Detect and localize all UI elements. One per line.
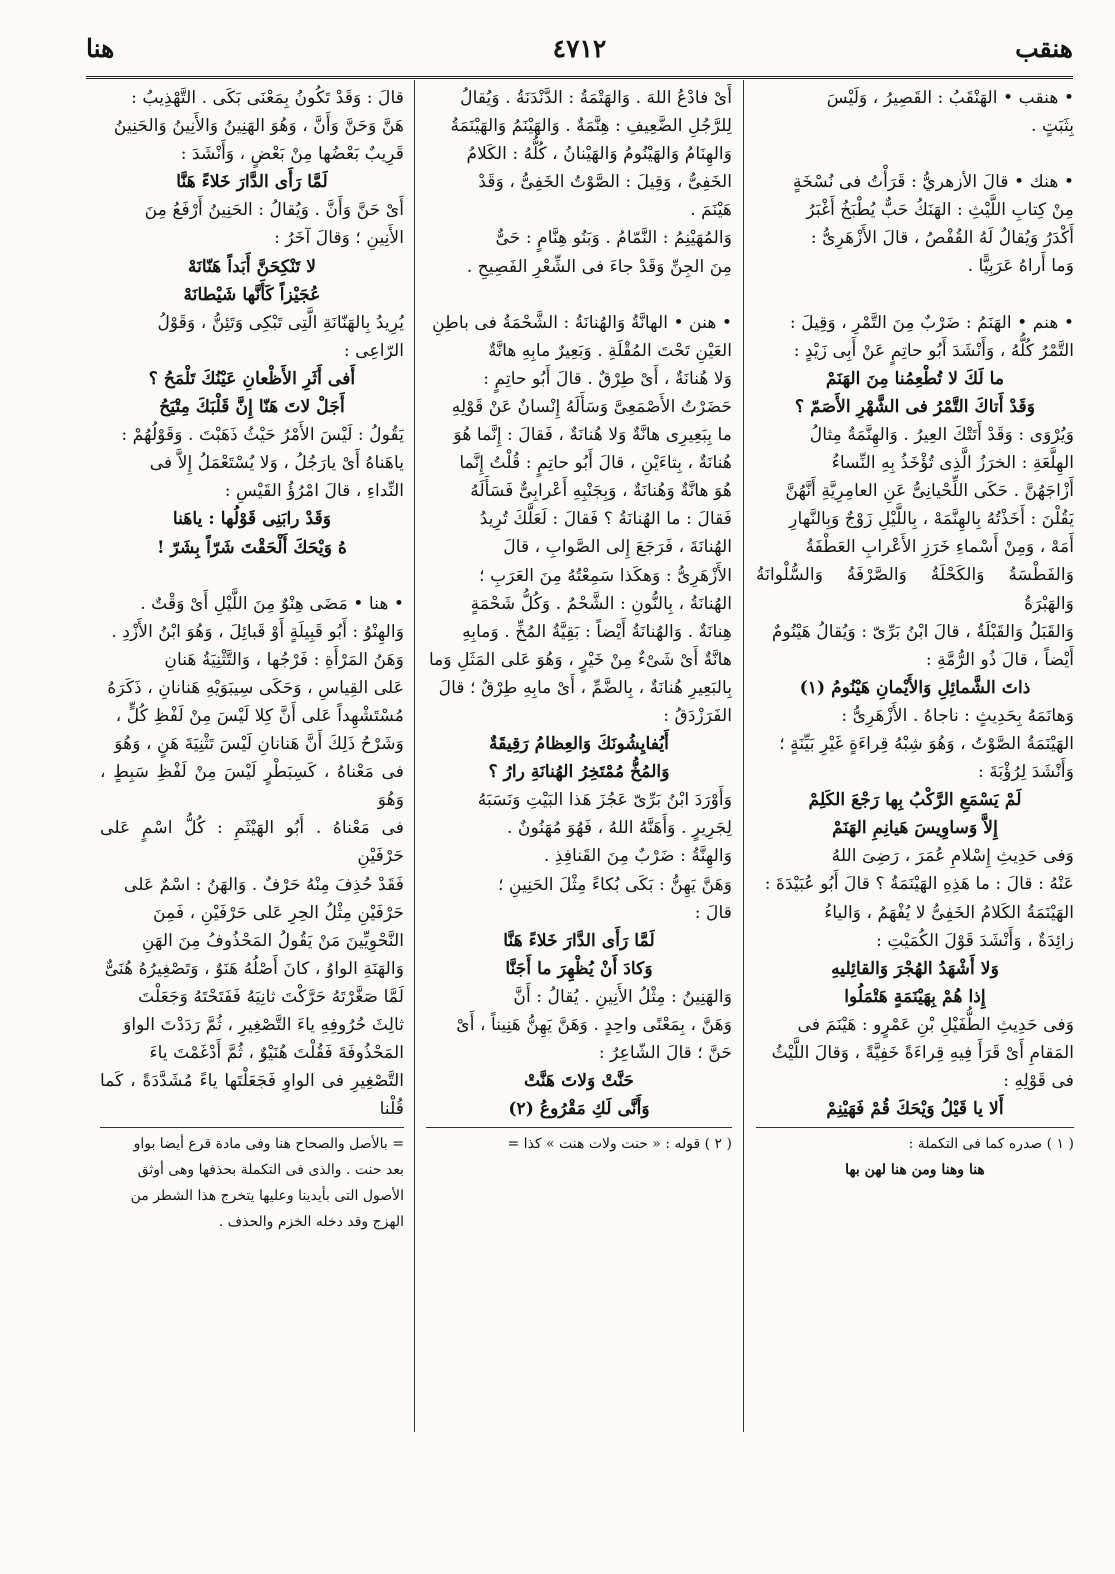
text-line: أَزْاجَهُنَّ . حَكَى اللِّحْيانِىُّ عَنِ العامِرِيَّةِ أَنَّهُنَّ [785, 481, 1074, 502]
text-line: فَقالَ : ما الهُنانَةُ ؟ فَقالَ : لَعَلَّكَ تُرِيدُ [479, 509, 732, 530]
header-right-word: هنقب [1015, 34, 1073, 63]
text-line: وَفى حَدِيثِ الطُّفَيْلِ بْنِ عَمْرٍو : هَيْنَمَ فى [797, 1014, 1074, 1035]
text-line: التَّصْغِيرِ فى الواوِ فَجَعَلْتَها ياءً مُشَدَّدَةً ، كَما قُلْنا [100, 1071, 404, 1120]
verse-line: أَيُفايِشُونَكَ وَالعِظامُ رَقِيقَةٌ [489, 734, 669, 755]
text-line: وَهانَمَهُ بِحَدِيثٍ : ناجاهُ . الأَزْهَرِىُّ : [841, 705, 1074, 726]
text-line: وَالهَنِينُ : مِثْلُ الأَنِينِ . يُقالُ : أَنَّ [513, 986, 732, 1007]
verse-line: لَمَّا رَأَى الدَّارَ خَلاءً هَنَّا [503, 930, 655, 951]
text-line: قَرِيبٌ بَعْضُها مِنْ بَعْضٍ ، وَأَنْشَدَ : [180, 144, 404, 165]
verse-line: وَأَنَّى لَكِ مَقْرُوعُ (٢) [508, 1099, 650, 1120]
text-line: الفَرَزْدَقُ : [663, 705, 732, 726]
column-middle [426, 84, 732, 1424]
page-header [86, 34, 1073, 72]
page-number: ٤٧١٢ [552, 34, 607, 63]
text-line: مِنْ كِتابِ اللَّيْثِ : الهَنَكُ حَبٌّ يُطْبَخُ أَغْبَرُ [806, 200, 1074, 221]
text-line: • هنك • قالَ الأزهريُّ : قَرَأْتُ فى نُسْخَةٍ [793, 172, 1074, 193]
text-line: ما بِبَعِيرِى هانَّةٌ وَلا هُنانَةٌ ، فَقالَ : إِنَّما هُوَ [453, 425, 732, 446]
verse-line: أَفى أَثَرِ الأَظْعانِ عَيْنُكَ تَلْمَحُ ؟ [148, 368, 356, 389]
text-line: فى مَعْناهُ . أَبُو الهَيْثَمِ : كُلُّ اسْمٍ عَلى حَرْفَيْنِ [100, 818, 404, 867]
text-line: وَالهِنَامُ وَالهَيْنُومُ وَالهَيْنانُ ، كُلُّهُ : الكَلامُ [466, 144, 732, 165]
column-divider-right [743, 80, 744, 1432]
text-line: الهَيْنَمَةُ الصَّوْتُ ، وَهُوَ شِبْهُ قِراءَةٍ غَيْرِ بَيِّنَةٍ ؛ [779, 733, 1074, 754]
text-line: • هنم • الهَنَمُ : ضَرْبٌ مِنَ التَّمْرِ ، وَقِيلَ : [789, 312, 1074, 333]
header-rule [86, 76, 1073, 79]
text-line: وَفى حَدِيثِ إِسْلامِ عُمَرَ ، رَضِىَ اللهُ [831, 846, 1074, 867]
column-left [100, 84, 404, 1424]
text-line: قالَ : وَقَدْ تَكُونُ بِمَعْنَى بَكَى . التَّهْذِيبُ : [131, 88, 404, 108]
text-line: يَقُولُ : لَيْسَ الأَمْرُ حَيْثُ ذَهَبْتَ . وَقَوْلُهُمْ : [121, 425, 404, 446]
text-line: الهُنانَةَ ، فَرَجَعَ إِلى الصَّوابِ ، قالَ [503, 537, 732, 558]
verse-line: وَقَدْ رابَنِى قَوْلُها : ياهَنا [172, 509, 332, 530]
text-line: الهَيْنَمَةُ الكَلامُ الخَفِىُّ لا يُفْهَمُ ، وَالياءُ [824, 902, 1074, 923]
verse-line: لا تَنْكِحَنَّ أَبَداً هَنّانَهْ [187, 256, 317, 277]
text-line: مِنَ الجِنِّ وَقَدْ جاءَ فى الشِّعْرِ الفَصِيحِ . [466, 256, 732, 277]
text-line: العَيْنِ تَحْتَ المُقْلَةِ . وَبَعِيرٌ مابِهِ هانَّةٌ [488, 340, 732, 361]
text-line: ياهَناهُ أَىْ يارَجُلُ ، وَلا يُسْتَعْمَلُ إِلاَّ فى [149, 453, 404, 474]
column-divider-left [414, 80, 415, 1432]
text-line: هَنَّ وَحَنَّ وَأَنَّ ، وَهُوَ الهَنِينُ وَالأَنِينُ وَالحَنِينُ [113, 116, 404, 137]
text-line: وَهَنَّ يَهِنُّ : بَكَى بُكاءً مِثْلَ الحَنِينِ ؛ [498, 874, 732, 895]
text-line: المَحْذُوفَةَ فَقُلْتَ هُنَيْوٌ ، ثُمَّ أَدْغَمْتَ ياءَ [149, 1043, 404, 1064]
text-line: هُنانَةٌ ، بِتاءَيْنِ ، قالَ أَبُو حاتِمٍ : قُلْتُ إِنَّما [459, 453, 732, 474]
header-left-word: هنا [86, 34, 115, 63]
text-line: وَالهِنْوُ : أَبُو قَبِيلَةٍ أَوْ قَبائِلَ ، وَهُوَ ابْنُ الأَزْدِ . [111, 621, 404, 642]
verse-line: أَلا يا قَيْلُ وَيْحَكَ قُمْ فَهَيْنِمْ [826, 1099, 1004, 1120]
text-line: زائِدَةٌ ، وَأَنْشَدَ قَوْلَ الكُمَيْتِ : [876, 930, 1074, 951]
verse-line: وَالمُخُّ مُمْتَخِرُ الهُنانَةِ رارُ ؟ [488, 762, 670, 783]
text-line: يَقُلْنَ : أَخَذْتُهُ بِالهِنَّمَهْ ، بِاللَّيْلِ زَوْجٌ وَبِالنَّهارِ [789, 509, 1074, 530]
verse-line: حَنَّتْ وَلاتَ هَنَّتْ [523, 1071, 635, 1092]
text-line: أَمَهْ ، وَمِنْ أَسْماءِ خَرَزِ الأَعْرابِ العَطْفَةُ [805, 537, 1074, 558]
verse-line: عُجَيْزاً كَأَنَّها شَيْطانَهْ [183, 284, 321, 305]
text-line: وَأَوْرَدَ ابْنُ بَرِّىّ عَجُزَ هَذا البَيْتِ وَنَسَبَهُ [477, 790, 732, 811]
column-right [756, 84, 1074, 1424]
text-line: فَقَدْ حُذِفَ مِنْهُ حَرْفٌ . وَالهَنُ : اسْمٌ عَلى [123, 874, 404, 895]
footnote-line: هنا وهنا ومن هنا لهن بها [845, 1162, 985, 1179]
footnote-line: بعد حنت . والذى فى التكملة بحذفها وهى أوثق [137, 1162, 404, 1179]
text-line: وَالهِنَّةُ : ضَرْبٌ مِنَ القَنافِذِ . [543, 846, 732, 867]
text-line: أَكْدَرُ وَيُقالُ لَهُ القُفْصُ ، قالَ الأَزْهَرِىُّ : [810, 228, 1074, 249]
text-line: حَنَّ ؛ قالَ الشّاعِرُ : [598, 1043, 732, 1064]
text-line: المَقامِ أَىْ قَرَأَ فِيهِ قِراءَةً خَفِيَّةً ، وَقالَ اللَّيْثُ [771, 1043, 1074, 1063]
text-line: بِالبَعِيرِ هُنانَةٌ ، بِالضَّمِّ ، أَىْ مابِهِ طِرْقٌ ؛ قالَ [438, 677, 732, 698]
text-line: يُرِيدُ بِالهَنّانَةِ الَّتِى تَبْكِى وَتَئِنُّ ، وَقَوْلُ [157, 312, 404, 333]
text-line: وَالهَنَةِ الواوُ ، كانَ أَصْلُهُ هَنَوٌ ، وَتَصْغِيرُهُ هُنَىٌّ [104, 958, 404, 979]
text-line: بِثَبَتٍ . [1031, 116, 1074, 137]
verse-line: هُ وَيْحَكَ أَلْحَقْتَ شَرّاً بِشَرّ ! [156, 537, 348, 558]
text-line: وَيُرْوَى : وَقَدْ أَتَتْكَ العِيرُ . وَالهِنَّمَةُ مِثالُ [809, 424, 1074, 445]
verse-line: أَجَلْ لاتَ هَنّا إِنَّ قَلْبَكَ مِتْيَحُ [159, 397, 345, 418]
text-line: أَىْ فادْعُ اللهَ . وَالهَتْمَةُ : الدَّنْدَنَةُ . وَيُقالُ [460, 88, 732, 108]
text-line: وَلا هُنانَةٌ ، أَىْ طِرْقٌ . قالَ أَبُو حاتِمٍ : [483, 368, 732, 389]
footnote-rule [100, 1127, 404, 1128]
footnote-line: = بالأصل والصحاح هنا وفى مادة قرع أيضا بواو [133, 1136, 404, 1153]
text-line: فى مَعْناهُ ، كَسِبَطْرٍ لَيْسَ مِنْ لَفْظِ سَبِطٍ ، وَهُوَ [100, 762, 404, 811]
text-line: النِّداءِ ، قالَ امْرُؤُ القَيْسِ : [224, 481, 404, 502]
text-line: الأَنِينِ ؛ وَقالَ آخَرُ : [274, 228, 404, 249]
text-line: • هنقب • الهَنْقَبُ : القَصِيرُ ، وَلَيْسَ [826, 88, 1074, 108]
text-line: هُوَ هانَّةٌ وَهُنانَةٌ ، وَبِجَنْبِهِ أَعْرابِىٌّ فَسَأَلَهُ [470, 481, 732, 502]
verse-line: وَكادَ أَنْ يُظْهِرَ ما أَجَنَّا [505, 958, 653, 979]
verse-line: إِذا هُمْ بِهَيْنَمَةٍ هَتْمَلُوا [844, 986, 986, 1007]
text-line: هَيْنَمَ . [690, 200, 732, 221]
text-line: هانَّةٌ أَىْ شَىْءٌ مِنْ خَيْرٍ ، وَهُوَ عَلى المَثَلِ وَما [428, 649, 732, 670]
footnote-line: ( ١ ) صدره كما فى التكملة : [908, 1136, 1074, 1153]
text-line: النَّحْوِيِّينَ مَنْ يَقُولُ المَحْذُوفُ مِنَ الهَنِ [141, 930, 404, 951]
text-line: أَىْ حَنَّ وَأَنَّ . وَيُقالُ : الحَنِينُ أَرْفَعُ مِنَ [144, 200, 404, 221]
footnote-line: الأصول التى بأيدينا وعليها يتخرج هذا الشطر من [130, 1188, 404, 1205]
text-line: عَلى القِياسِ ، وَحَكَى سِيبَوَيْهِ هَنانانِ ، ذَكَرَهُ [107, 677, 404, 698]
verse-line: وَقَدْ أَتاكَ التَّمْرُ فى الشَّهْرِ الأَصَمّ ؟ [794, 396, 1036, 417]
text-line: حَرْفَيْنِ مِثْلُ الحِرِ عَلى حَرْفَيْنِ ، فَمِنَ [152, 902, 404, 923]
text-line: أَيْضاً ، قالَ ذُو الرُّمَّةِ : [925, 649, 1074, 670]
verse-line: ذاتَ الشَّمائِلِ وَالأَيْمانِ هَيْنُومُ (١) [799, 677, 1031, 698]
text-line: وَالمُهَيْنِمُ : النَّمّامُ . وَبَنُو هِنَّامٍ : حَىٌّ [495, 228, 732, 249]
text-line: فى قَوْلِهِ : [1003, 1071, 1074, 1092]
text-line: الخَفِىُّ ، وَقِيلَ : الصَّوْتُ الخَفِىُّ ، وَقَدْ [478, 172, 732, 193]
text-line: الأَزْهَرِىُّ : وَهكَذا سَمِعْتُهُ مِنَ العَرَبِ ؛ [479, 565, 732, 586]
text-line: لَمَّا صَغَّرْتَهُ حَرَّكْتَ ثانِيَهُ فَفَتَحْتَهُ وَجَعَلْتَ [138, 986, 404, 1007]
text-line: • هنا • مَضَى هِنْوٌ مِنَ اللَّيْلِ أَىْ وَقْتٌ . [140, 593, 404, 614]
verse-line: لَمْ يَسْمَعِ الرَّكْبُ بِها رَجْعَ الكَلِمْ [808, 790, 1022, 811]
text-line: • هنن • الهانَّةُ وَالهُنانَةُ : الشَّحْمَةُ فى باطِنِ [432, 312, 732, 333]
text-line: الهُنانَةُ ، بِالنُّونِ : الشَّحْمُ . وَكُلُّ شَحْمَةٍ [470, 593, 732, 614]
text-line: ثالِثَ حُرُوفِهِ ياءَ التَّصْغِيرِ ، ثُمَّ رَدَدْتَ الواوَ [123, 1015, 404, 1035]
text-line: قالَ : [694, 902, 732, 923]
text-line: حَضَرْتُ الأَصْمَعِىَّ وَسَأَلَهُ إِنْسانٌ عَنْ قَوْلِهِ [451, 396, 732, 417]
verse-line: إِلاَّ وَساوِيسَ هَيانِمِ الهَنَمْ [832, 818, 998, 839]
text-line: وَهَنَّ ، بِمَعْنًى واحِدٍ . وَهَنَّ يَهِنُّ هَنِيناً ، أَىْ [456, 1015, 732, 1035]
text-line: الرّاعِى : [343, 340, 404, 361]
verse-line: لَمَّا رَأَى الدَّارَ خَلاءً هَنَّا [176, 172, 328, 193]
text-line: لِجَرِيرٍ . وَأَهَنَّهُ اللهُ ، فَهُوَ مُهَنُونٌ . [506, 818, 732, 839]
text-line: مُسْتَشْهِداً عَلى أَنَّ كِلا لَيْسَ مِنْ لَفْظِ كُلٍّ ، [115, 705, 404, 726]
text-line: هِنانَةٌ . وَالهُنانَةُ أَيْضاً : بَقِيَّةُ المُخِّ . وَمابِهِ [462, 621, 732, 642]
text-line: وَهَنُ المَرْأَةِ : فَرْجُها ، وَالتَّثْنِيَةُ هَنانِ [164, 649, 404, 670]
footnote-line: الهزج وقد دخله الخزم والحذف . [218, 1214, 404, 1231]
footnote-rule [426, 1127, 732, 1128]
footnote-rule [756, 1127, 1074, 1128]
text-line: وَشَرْحُ ذَلِكَ أَنَّ هَنانانِ لَيْسَ تَثْنِيَةَ هَنٍ ، وَهُوَ [114, 734, 404, 755]
text-line: وَالقَبَلُ وَالقَبْلَةُ ، قالَ ابْنُ بَرِّىّ : وَيُقالُ هَيْنُومٌ [771, 621, 1074, 642]
text-line: عَنْهُ : قالَ : ما هَذِهِ الهَيْنَمَةُ ؟ قالَ أَبُو عُبَيْدَةَ : [764, 874, 1074, 895]
verse-line: ما لَكَ لا تُطْعِمُنا مِنَ الهَنَمْ [825, 368, 1005, 389]
verse-line: وَلا أَشْهَدُ الهُجْرَ وَالقائِليهِ [831, 958, 999, 979]
text-line: التَّمْرُ كُلُّهُ ، وَأَنْشَدَ أَبُو حاتِمٍ عَنْ أَبِى زَيْدٍ : [793, 340, 1074, 361]
text-line: وَما أَراهُ عَرَبِيًّا . [967, 256, 1074, 277]
footnote-line: ( ٢ ) قوله : « حنت ولات هنت » كذا = [507, 1136, 732, 1153]
text-line: وَأَنْشَدَ لِرُؤْبَةَ : [978, 762, 1074, 783]
text-line: الهِلَّعَةِ : الخرَزُ الَّذِى تُؤْخَذُ بِهِ النِّساءُ [831, 453, 1074, 474]
text-line: لِلرَّجُلِ الضَّعِيفِ : هِنَّمَةٌ . وَالهَيْنَمُ وَالهَيْنَمَةُ [450, 116, 732, 137]
text-line: وَالفَطْسَةُ وَالكَحْلَةُ وَالصَّرْفَةُ وَالسُّلْوانَةُ وَالهَبْرَةُ [756, 565, 1074, 614]
